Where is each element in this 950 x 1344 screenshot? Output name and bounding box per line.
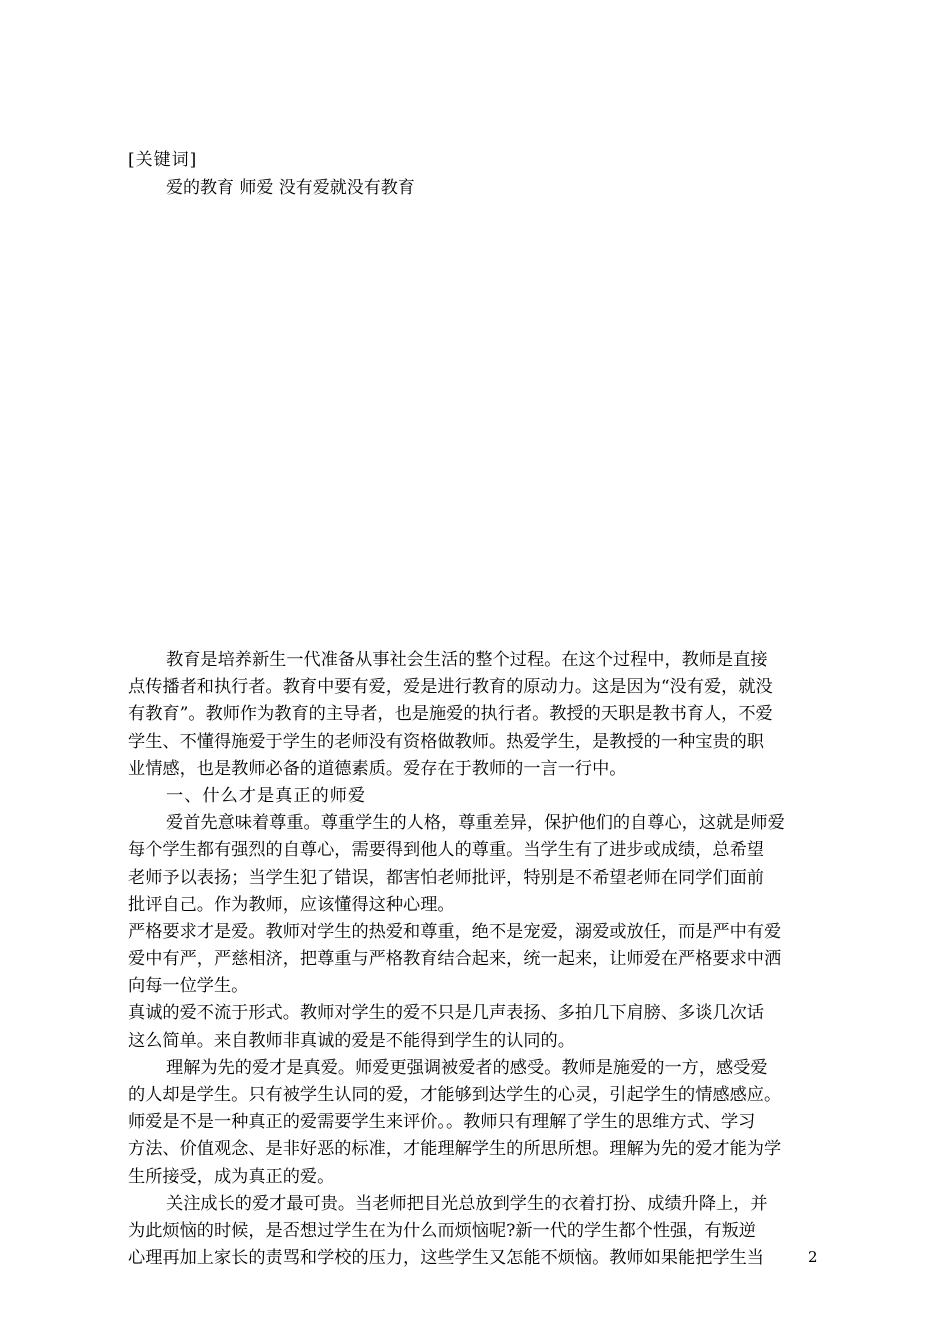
paragraph-line: 的人却是学生。只有被学生认同的爱，才能够到达学生的心灵，引起学生的情感感应。 bbox=[128, 1085, 782, 1105]
paragraph-line: 关注成长的爱才最可贵。当老师把目光总放到学生的衣着打扮、成绩升降上，并 bbox=[166, 1193, 768, 1214]
page-number: 2 bbox=[808, 1248, 818, 1266]
section-heading: 一、什么才是真正的师爱 bbox=[166, 785, 367, 806]
paragraph-line: 学生、不懂得施爱于学生的老师没有资格做教师。热爱学生，是教授的一种宝贵的职 bbox=[128, 731, 764, 752]
paragraph-line: 点传播者和执行者。教育中要有爱，爱是进行教育的原动力。这是因为“没有爱，就没 bbox=[128, 677, 773, 698]
paragraph-line: 理解为先的爱才是真爱。师爱更强调被爱者的感受。教师是施爱的一方，感受爱 bbox=[166, 1057, 768, 1078]
paragraph-line: 为此烦恼的时候，是否想过学生在为什么而烦恼呢?新一代的学生都个性强，有叛逆 bbox=[128, 1220, 756, 1241]
paragraph-line: 真诚的爱不流于形式。教师对学生的爱不只是几声表扬、多拍几下肩膀、多谈几次话 bbox=[128, 1003, 764, 1024]
paragraph-line: 批评自己。作为教师，应该懂得这种心理。 bbox=[128, 894, 455, 915]
paragraph-line: 生所接受，成为真正的爱。 bbox=[128, 1166, 335, 1187]
paragraph-line: 业情感，也是教师必备的道德素质。爱存在于教师的一言一行中。 bbox=[128, 758, 627, 779]
paragraph-line: 教育是培养新生一代准备从事社会生活的整个过程。在这个过程中，教师是直接 bbox=[166, 650, 768, 670]
keywords-heading: [关键词] bbox=[128, 150, 198, 170]
paragraph-line: 每个学生都有强烈的自尊心，需要得到他人的尊重。当学生有了进步或成绩，总希望 bbox=[128, 840, 764, 861]
keywords-list: 爱的教育 师爱 没有爱就没有教育 bbox=[166, 178, 415, 198]
paragraph-line: 心理再加上家长的责骂和学校的压力，这些学生又怎能不烦恼。教师如果能把学生当 bbox=[128, 1248, 764, 1269]
paragraph-line: 老师予以表扬；当学生犯了错误，都害怕老师批评，特别是不希望老师在同学们面前 bbox=[128, 867, 764, 888]
paragraph-line: 师爱是不是一种真正的爱需要学生来评价。。教师只有理解了学生的思维方式、学习 bbox=[128, 1112, 756, 1133]
paragraph-line: 严格要求才是爱。教师对学生的热爱和尊重，绝不是宠爱，溺爱或放任，而是严中有爱 bbox=[128, 921, 782, 942]
paragraph-line: 爱首先意味着尊重。尊重学生的人格，尊重差异，保护他们的自尊心，这就是师爱 bbox=[166, 813, 785, 834]
paragraph-line: 方法、价值观念、是非好恶的标准，才能理解学生的所思所想。理解为先的爱才能为学 bbox=[128, 1139, 782, 1160]
body-text bbox=[128, 647, 828, 1272]
paragraph-line: 向每一位学生。 bbox=[128, 976, 249, 997]
paragraph-line: 这么简单。来自教师非真诚的爱是不能得到学生的认同的。 bbox=[128, 1030, 575, 1051]
paragraph-line: 有教育”。教师作为教育的主导者，也是施爱的执行者。教授的天职是教书育人，不爱 bbox=[128, 704, 773, 725]
paragraph-line: 爱中有严，严慈相济，把尊重与严格教育结合起来，统一起来，让师爱在严格要求中洒 bbox=[128, 949, 782, 970]
